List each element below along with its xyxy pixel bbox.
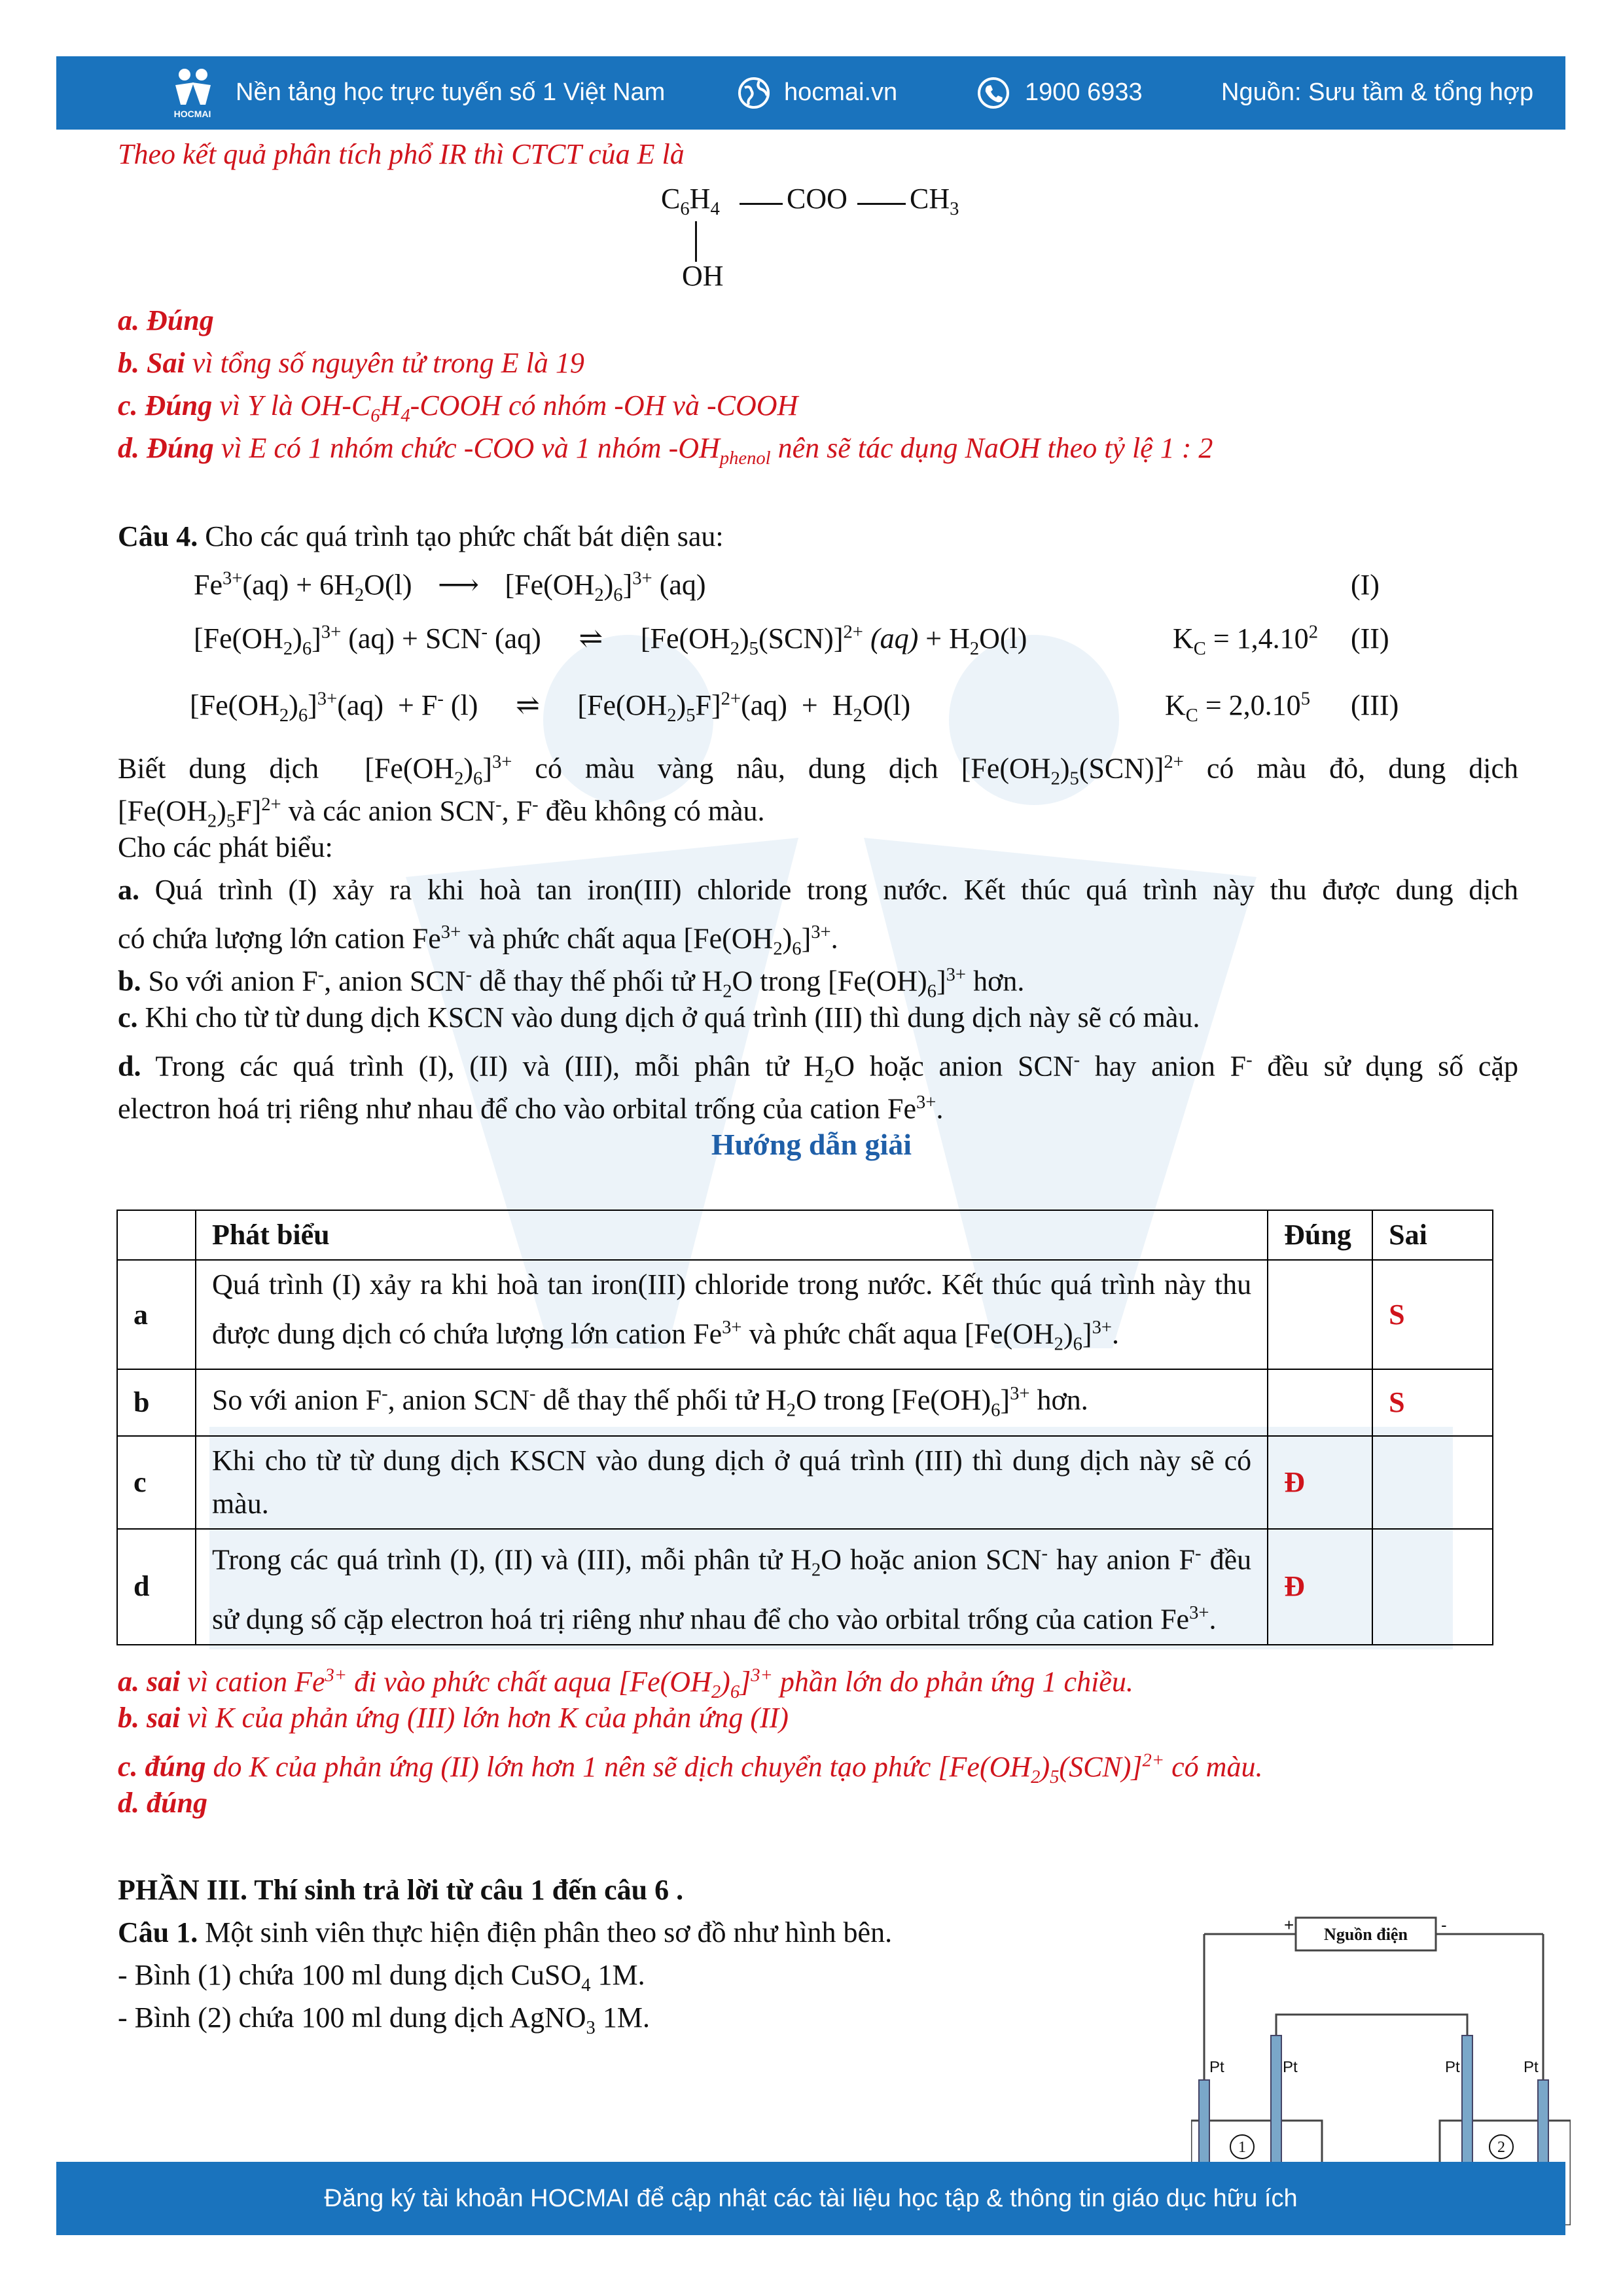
q4-statement-a-2: có chứa lượng lớn cation $Fe^{3+}$ và phức chất aqua $[Fe(OH_2)_6]^{3+}$.: [118, 922, 838, 960]
bond-1: [740, 203, 783, 205]
prev-b: b. Sai vì tổng số nguyên tử trong E là 19: [118, 347, 584, 379]
col-header-sai: Sai: [1372, 1210, 1493, 1260]
row-sai: [1372, 1436, 1493, 1529]
equation-3: $[Fe(OH_2)_6]^{3+}(aq) + F^-$ (l) ⇌ $[Fe(OH_2)_5F]^{2+}(aq) + H_2O(l)$: [190, 689, 911, 726]
table-row: [117, 1436, 1493, 1529]
table-row: [117, 1369, 1493, 1435]
col-header-id: [117, 1210, 196, 1260]
part3-line1: - Bình (1) chứa 100 ml dung dịch CuSO$_4$ 1M.: [118, 1959, 645, 1996]
eq1-number: (I): [1351, 569, 1380, 601]
row-id: a: [117, 1260, 196, 1369]
page-header: [56, 56, 1565, 130]
pt-label-3: Pt: [1445, 2058, 1460, 2076]
row-id: c: [117, 1436, 196, 1529]
row-statement: So với anion F-, anion SCN- dễ thay thế phối tử $H_2O$ trong $[Fe(OH)_6]^{3+}$ hơn.: [196, 1369, 1268, 1435]
equation-2: $[Fe(OH_2)_6]^{3+}$ (aq) + SCN- (aq) ⇌ $[Fe(OH_2)_5(SCN)]^{2+}$ $(aq) + H_2O(l)$: [194, 622, 1027, 659]
solution-a: a. sai vì cation $Fe^{3+}$ đi vào phức chất aqua $[Fe(OH_2)_6]^{3+}$ phần lớn do phản ứng 1 chiều.: [118, 1665, 1133, 1702]
structure-formula: [661, 177, 988, 301]
bond-2: [857, 203, 906, 205]
q4-note-2: $[Fe(OH_2)_5F]^{2+}$ và các anion SCN-, F- đều không có màu.: [118, 795, 765, 832]
row-dung: [1268, 1260, 1372, 1369]
solution-b: b. sai vì K của phản ứng (III) lớn hơn K của phản ứng (II): [118, 1702, 789, 1734]
bond-3: [695, 221, 697, 262]
eq2-kc: $K_C = 1,4.10^2$: [1173, 622, 1318, 659]
header-source: Nguồn: Sưu tầm & tổng hợp: [1221, 79, 1534, 106]
solution-c: c. đúng do K của phản ứng (II) lớn hơn 1 nên sẽ dịch chuyển tạo phức $[Fe(OH_2)_5(SCN)]^{2+}$ có màu.: [118, 1750, 1263, 1787]
q4-statement-b: b. So với anion F-, anion SCN- dễ thay thế phối tử $H_2O$ trong $[Fe(OH)_6]^{3+}$ hơn.: [118, 965, 1025, 1002]
q4-statement-d-2: electron hoá trị riêng như nhau để cho vào orbital trống của cation $Fe^{3+}$.: [118, 1092, 944, 1125]
row-statement: Trong các quá trình (I), (II) và (III), mỗi phân tử $H_2O$ hoặc anion SCN- hay anion F- đều sử dụng số cặp electron hoá trị riêng như nhau để cho vào orbital trống của cation $Fe^{3+}$.: [196, 1529, 1268, 1645]
table-row: [117, 1529, 1493, 1645]
logo-text: HOCMAI: [173, 109, 211, 119]
q4-statements-intro: Cho các phát biểu:: [118, 831, 333, 863]
q4-note-1: Biết dung dịch $[Fe(OH_2)_6]^{3+}$ có màu vàng nâu, dung dịch $[Fe(OH_2)_5(SCN)]^{2+}$ có màu đỏ, dung dịch: [118, 752, 1518, 789]
pt-label-2: Pt: [1283, 2058, 1298, 2076]
q4-statement-d-1: d. Trong các quá trình (I), (II) và (III), mỗi phân tử $H_2O$ hoặc anion SCN- hay anion F- đều sử dụng số cặp: [118, 1050, 1518, 1087]
q4-stem: Câu 4. Cho các quá trình tạo phức chất bát diện sau:: [118, 520, 724, 552]
ir-intro: Theo kết quả phân tích phổ IR thì CTCT của E là: [118, 138, 685, 170]
power-source-label: Nguồn điện: [1324, 1925, 1408, 1944]
row-dung: Đ: [1268, 1529, 1372, 1645]
row-sai: [1372, 1529, 1493, 1645]
pt-label-1: Pt: [1209, 2058, 1224, 2076]
answer-table: [116, 1210, 1493, 1645]
cell-1-label: 1: [1238, 2139, 1246, 2156]
row-dung: Đ: [1268, 1436, 1372, 1529]
prev-c: c. Đúng vì Y là $OH-C_6H_4$-COOH có nhóm -OH và -COOH: [118, 389, 798, 426]
q4-statement-a-1: a. Quá trình (I) xảy ra khi hoà tan iron(III) chloride trong nước. Kết thúc quá trình này thu được dung dịch: [118, 874, 1518, 906]
eq3-kc: $K_C = 2,0.10^5$: [1165, 689, 1310, 726]
equation-1: $Fe^{3+}(aq) + 6H_2O(l)$ ⟶ $[Fe(OH_2)_6]^{3+}$ (aq): [194, 568, 706, 605]
col-header-statement: Phát biểu: [196, 1210, 1268, 1260]
plus-sign: +: [1284, 1915, 1294, 1935]
methyl-group: $CH_3$: [910, 183, 959, 219]
hocmai-logo: [166, 67, 219, 122]
part3-line2: - Bình (2) chứa 100 ml dung dịch AgNO$_3$ 1M.: [118, 2001, 650, 2038]
row-dung: [1268, 1369, 1372, 1435]
page-footer: Đăng ký tài khoản HOCMAI để cập nhật các tài liệu học tập & thông tin giáo dục hữu ích: [56, 2162, 1565, 2235]
ring-group: $C_6H_4$: [661, 183, 720, 219]
part3-heading: PHẦN III. Thí sinh trả lời từ câu 1 đến câu 6 .: [118, 1874, 684, 1906]
phone-icon: [976, 76, 1010, 110]
table-header-row: [117, 1210, 1493, 1260]
header-phone[interactable]: 1900 6933: [1025, 79, 1143, 106]
cell-2-label: 2: [1497, 2139, 1505, 2156]
row-statement: Khi cho từ từ dung dịch KSCN vào dung dịch ở quá trình (III) thì dung dịch này sẽ có màu.: [196, 1436, 1268, 1529]
solution-title: Hướng dẫn giải: [711, 1128, 912, 1161]
row-sai: S: [1372, 1369, 1493, 1435]
eq3-number: (III): [1351, 689, 1399, 721]
minus-sign: -: [1441, 1915, 1447, 1935]
table-row: [117, 1260, 1493, 1369]
hydroxyl-group: OH: [682, 260, 724, 292]
header-website[interactable]: hocmai.vn: [784, 79, 898, 106]
header-tagline: Nền tảng học trực tuyến số 1 Việt Nam: [236, 79, 666, 106]
row-id: d: [117, 1529, 196, 1645]
solution-d: d. đúng: [118, 1787, 207, 1819]
q4-statement-c: c. Khi cho từ từ dung dịch KSCN vào dung dịch ở quá trình (III) thì dung dịch này sẽ có màu.: [118, 1001, 1200, 1033]
prev-a: a. Đúng: [118, 304, 214, 336]
pt-label-4: Pt: [1524, 2058, 1539, 2076]
ester-group: COO: [787, 183, 847, 215]
row-id: b: [117, 1369, 196, 1435]
globe-icon: [737, 76, 771, 110]
row-sai: S: [1372, 1260, 1493, 1369]
part3-q1: Câu 1. Một sinh viên thực hiện điện phân theo sơ đồ như hình bên.: [118, 1916, 893, 1948]
col-header-dung: Đúng: [1268, 1210, 1372, 1260]
eq2-number: (II): [1351, 622, 1389, 655]
prev-d: d. Đúng vì E có 1 nhóm chức -COO và 1 nhóm $-OH_{phenol}$ nên sẽ tác dụng NaOH theo tỷ lệ 1 : 2: [118, 432, 1213, 469]
row-statement: Quá trình (I) xảy ra khi hoà tan iron(III) chloride trong nước. Kết thúc quá trình này thu được dung dịch có chứa lượng lớn cation $Fe^{3+}$ và phức chất aqua $[Fe(OH_2)_6]^{3+}$.: [196, 1260, 1268, 1369]
